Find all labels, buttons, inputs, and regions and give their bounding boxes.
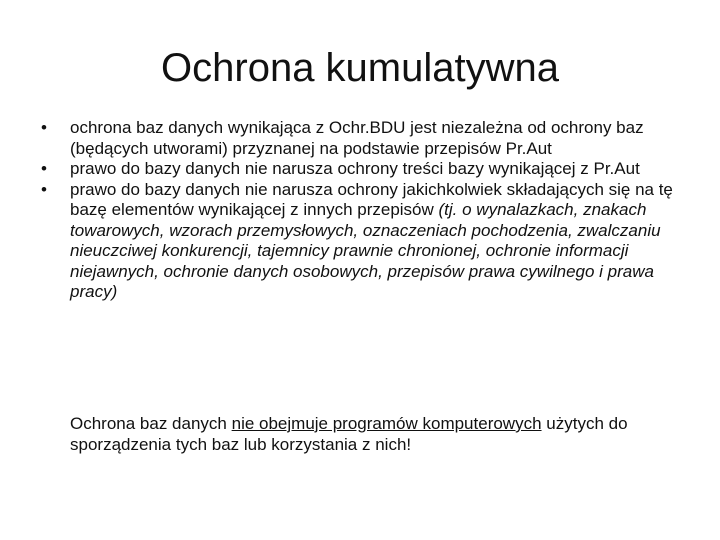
bullet-text-italic: (tj. o wynalazkach, znakach towarowych, wzorach przemysłowych, oznaczeniach pochodzenia, zwalczaniu nieuczciwej konkurencji, tajemnicy prawnie chronionej, ochronie informacji niejawnych, ochronie danych osobowych, przepisów prawa cywilnego i prawa pracy): [70, 200, 661, 301]
bullet-item: [36, 159, 686, 180]
bullet-text: prawo do bazy danych nie narusza ochrony treści bazy wynikającej z Pr.Aut: [70, 159, 640, 178]
closing-note: [70, 414, 690, 455]
bullet-list: [36, 118, 686, 303]
bullet-item: [36, 118, 686, 159]
bullet-text: ochrona baz danych wynikająca z Ochr.BDU jest niezależna od ochrony baz (będących utworami) przyznanej na podstawie przepisów Pr.Aut: [70, 118, 644, 158]
note-text-underlined: nie obejmuje programów komputerowych: [231, 414, 542, 433]
note-text-after: użytych do sporządzenia tych baz lub korzystania z nich!: [70, 414, 628, 454]
bullet-dot-icon: •: [41, 179, 47, 199]
slide-title: Ochrona kumulatywna: [161, 46, 559, 90]
bullet-dot-icon: •: [41, 159, 47, 178]
bullet-item: [36, 180, 686, 303]
bullet-text: prawo do bazy danych nie narusza ochrony jakichkolwiek składających się na tę bazę elementów wynikającej z innych przepisów: [70, 179, 673, 219]
note-text-before: Ochrona baz danych: [70, 414, 232, 433]
bullet-dot-icon: •: [41, 118, 47, 137]
